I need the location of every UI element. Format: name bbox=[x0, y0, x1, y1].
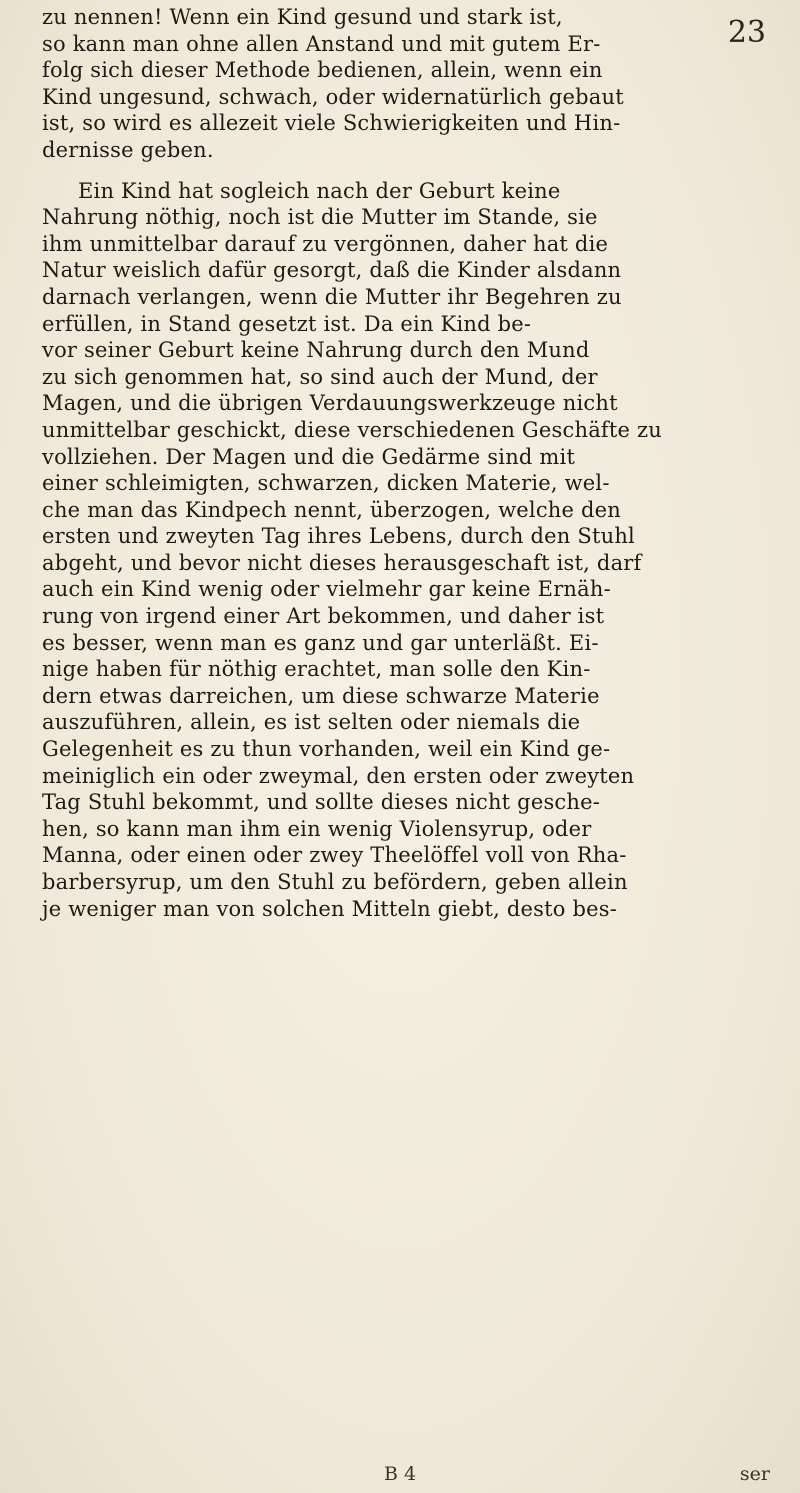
text-line: so kann man ohne allen Anstand und mit gutem Er- bbox=[42, 31, 601, 56]
text-line: meiniglich ein oder zweymal, den ersten oder zweyten bbox=[42, 763, 635, 788]
text-line: folg sich dieser Methode bedienen, allein, wenn ein bbox=[42, 58, 603, 83]
text-line: einer schleimigten, schwarzen, dicken Materie, wel- bbox=[42, 471, 610, 496]
text-line: auch ein Kind wenig oder vielmehr gar keine Ernäh- bbox=[42, 577, 611, 602]
text-line: hen, so kann man ihm ein wenig Violensyrup, oder bbox=[42, 816, 592, 841]
text-line: rung von irgend einer Art bekommen, und daher ist bbox=[42, 604, 605, 629]
text-line: je weniger man von solchen Mitteln giebt, desto bes- bbox=[42, 896, 618, 921]
text-line: erfüllen, in Stand gesetzt ist. Da ein Kind be- bbox=[42, 311, 532, 336]
text-line: abgeht, und bevor nicht dieses herausgeschaft ist, darf bbox=[42, 550, 642, 575]
text-line: Nahrung nöthig, noch ist die Mutter im Stande, sie bbox=[42, 205, 598, 230]
text-line: darnach verlangen, wenn die Mutter ihr Begehren zu bbox=[42, 284, 622, 309]
text-line: ist, so wird es allezeit viele Schwierigkeiten und Hin- bbox=[42, 111, 621, 136]
text-line: dernisse geben. bbox=[42, 137, 214, 162]
catchword: ser bbox=[739, 1463, 770, 1485]
paragraph-1 bbox=[42, 4, 782, 164]
text-line: Tag Stuhl bekommt, und sollte dieses nicht gesche- bbox=[42, 790, 601, 815]
text-line: Natur weislich dafür gesorgt, daß die Kinder alsdann bbox=[42, 258, 622, 283]
text-line: zu sich genommen hat, so sind auch der Mund, der bbox=[42, 364, 598, 389]
text-line: Kind ungesund, schwach, oder widernatürlich gebaut bbox=[42, 84, 624, 109]
paragraph-gap bbox=[42, 164, 782, 178]
text-line: ersten und zweyten Tag ihres Lebens, durch den Stuhl bbox=[42, 524, 635, 549]
text-line: nige haben für nöthig erachtet, man solle den Kin- bbox=[42, 657, 591, 682]
page-footer bbox=[0, 1460, 800, 1488]
text-line: Magen, und die übrigen Verdauungswerkzeuge nicht bbox=[42, 391, 618, 416]
text-line: vollziehen. Der Magen und die Gedärme sind mit bbox=[42, 444, 576, 469]
text-line: zu nennen! Wenn ein Kind gesund und stark ist, bbox=[42, 5, 563, 29]
text-line: unmittelbar geschickt, diese verschiedenen Geschäfte zu bbox=[42, 417, 663, 442]
signature-mark: B 4 bbox=[384, 1463, 417, 1485]
text-line: vor seiner Geburt keine Nahrung durch den Mund bbox=[42, 338, 590, 363]
page-number: 23 bbox=[727, 15, 766, 50]
text-line: Gelegenheit es zu thun vorhanden, weil ein Kind ge- bbox=[42, 737, 611, 762]
text-line: Manna, oder einen oder zwey Theelöffel voll von Rha- bbox=[42, 843, 627, 868]
text-line: dern etwas darreichen, um diese schwarze Materie bbox=[42, 683, 600, 708]
text-line: che man das Kindpech nennt, überzogen, welche den bbox=[42, 497, 622, 522]
text-line: es besser, wenn man es ganz und gar unterläßt. Ei- bbox=[42, 630, 599, 655]
text-line: auszuführen, allein, es ist selten oder niemals die bbox=[42, 710, 581, 735]
text-line: barbersyrup, um den Stuhl zu befördern, geben allein bbox=[42, 870, 628, 894]
text-line: Ein Kind hat sogleich nach der Geburt keine bbox=[78, 178, 561, 203]
paragraph-2 bbox=[42, 178, 782, 923]
text-line: ihm unmittelbar darauf zu vergönnen, daher hat die bbox=[42, 231, 609, 256]
body-text bbox=[42, 4, 782, 922]
